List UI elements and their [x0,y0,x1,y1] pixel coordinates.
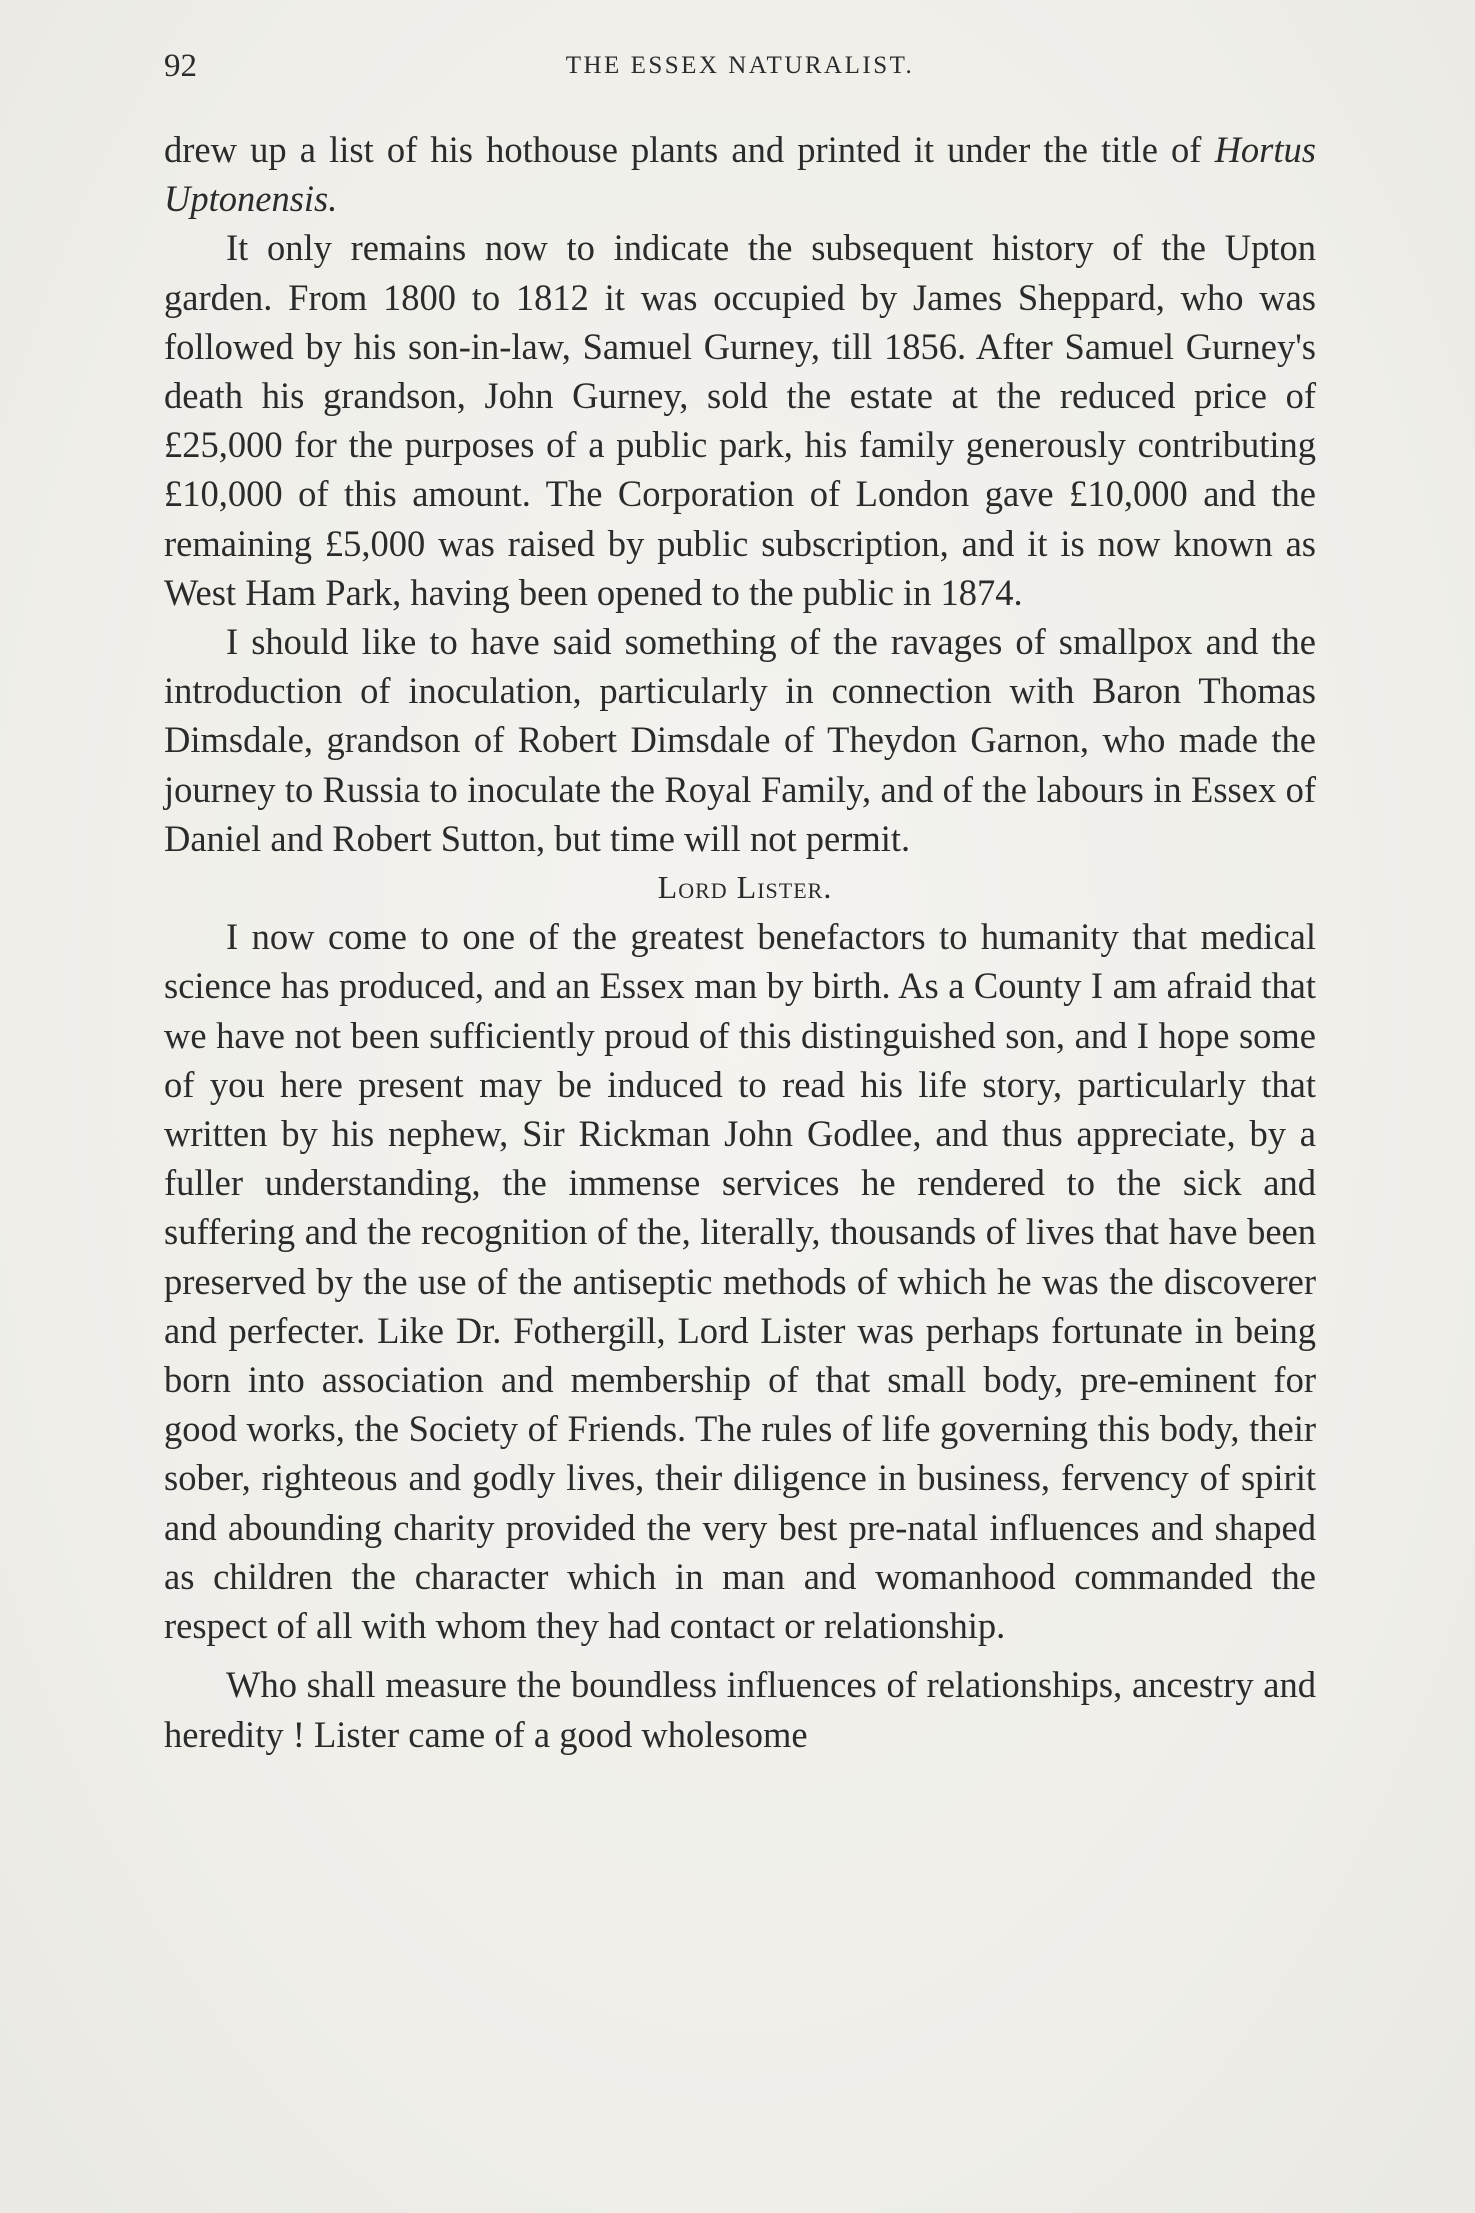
paragraph-smallpox: I should like to have said something of the ravages of smallpox and the introduction of inoculation, particularly in connection with Baron Thomas Dimsdale, grandson of Robert Dimsdale of Theydon Garnon, who made the journey to Russia to inoculate the Royal Family, and of the labours in Essex of Daniel and Robert Sutton, but time will not permit. [164,621,1316,859]
journal-title: THE ESSEX NATURALIST. [565,52,915,79]
section-heading-text: Lord Lister. [657,869,833,906]
section-heading [164,863,1316,912]
paragraph-text: drew up a list of his hothouse plants and printed it under the title of [164,129,1215,170]
paragraph-upton-history: It only remains now to indicate the subsequent history of the Upton garden. From 1800 to 1812 it was occupied by James Sheppard, who was followed by his son-in-law, Samuel Gurney, till 1856. After Samuel Gurney's death his grandson, John Gurney, sold the estate at the reduced price of £25,000 for the purposes of a public park, his family generously contributing £10,000 of this amount. The Corporation of London gave £10,000 and the remaining £5,000 was raised by public subscription, and it is now known as West Ham Park, having been opened to the public in 1874. [164,227,1316,613]
body-text [164,125,1316,1759]
paragraph-lord-lister: I now come to one of the greatest benefactors to humanity that medical science has produced, and an Essex man by birth. As a County I am afraid that we have not been sufficiently proud of this distinguished son, and I hope some of you here present may be induced to read his life story, particularly that written by his nephew, Sir Rickman John Godlee, and thus appreciate, by a fuller understanding, the immense services he rendered to the sick and suffering and the recognition of the, literally, thousands of lives that have been preserved by the use of the antiseptic methods of which he was the discoverer and perfecter. Like Dr. Fothergill, Lord Lister was perhaps fortunate in being born into association and membership of that small body, pre-eminent for good works, the Society of Friends. The rules of life governing this body, their sober, righteous and godly lives, their diligence in business, fervency of spirit and abounding charity provided the very best pre-natal influences and shaped as children the character which in man and womanhood commanded the respect of all with whom they had contact or relationship. [164,916,1316,1647]
book-title-italic: Hortus Uptonensis. [164,129,1316,220]
paragraph-continuation [164,125,1316,223]
running-head [164,48,1316,88]
page-number: 92 [164,48,197,84]
paragraph-heredity: Who shall measure the boundless influences of relationships, ancestry and heredity ! Lister came of a good wholesome [164,1664,1316,1755]
